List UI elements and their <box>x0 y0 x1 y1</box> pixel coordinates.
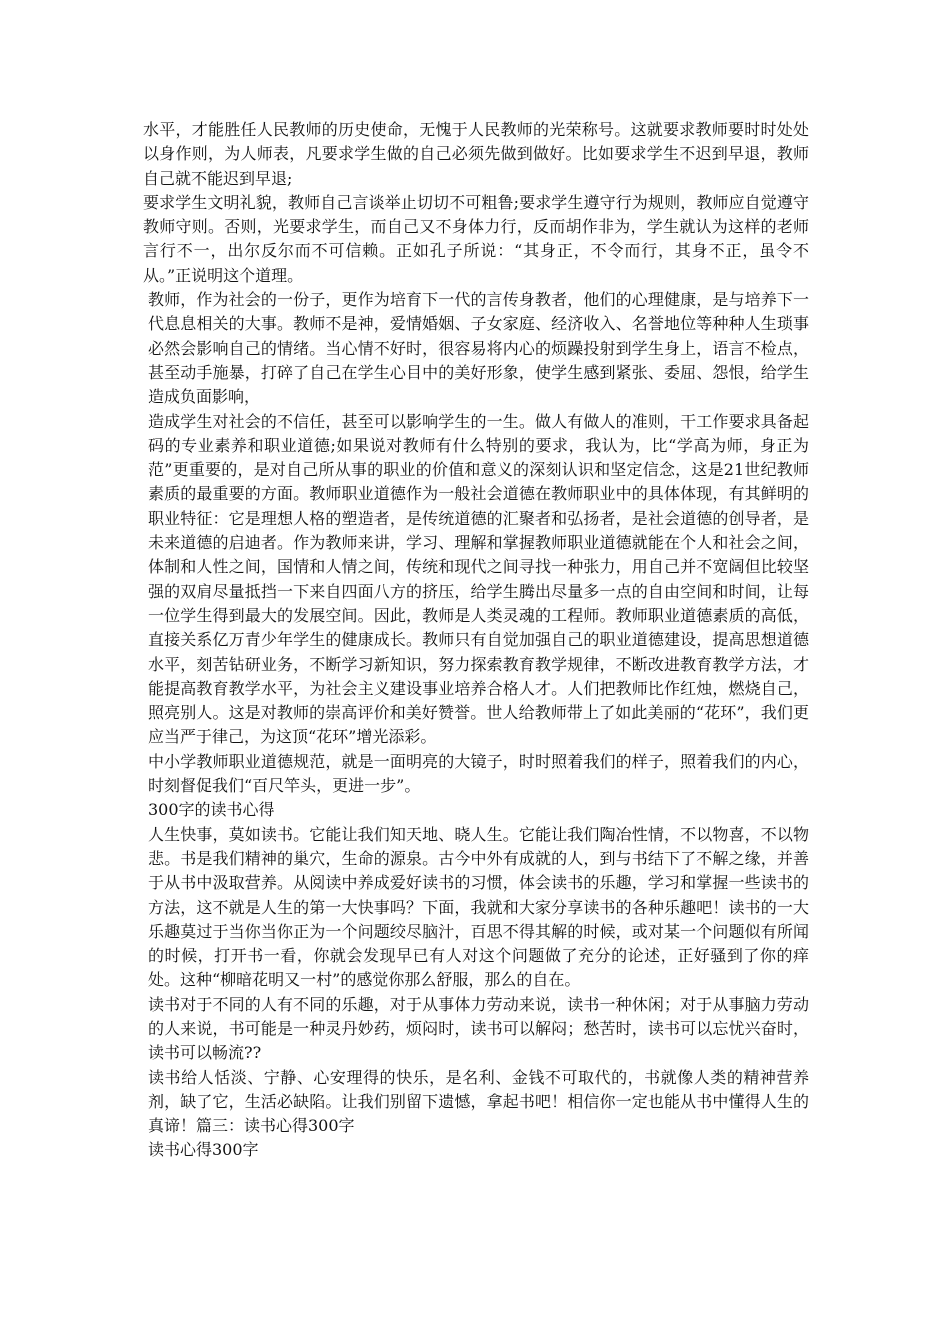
section-heading: 300字的读书心得 <box>148 800 275 820</box>
section-heading-2: 读书心得300字 <box>148 1140 259 1160</box>
paragraph-4: 造成学生对社会的不信任，甚至可以影响学生的一生。做人有做人的准则，干工作要求具备起码的专业素养和职业道德;如果说对教师有什么特别的要求，我认为，比“学高为师，身正为范”更重要的，是对自己所从事的职业的价值和意义的深刻认识和坚定信念，这是21世纪教师素质的最重要的方面。教师职业道德作为一般社会道德在教师职业中的具体体现，有其鲜明的职业特征：它是理想人格的塑造者，是传统道德的汇聚者和弘扬者，是社会道德的创导者，是未来道德的启迪者。作为教师来讲，学习、理解和掌握教师职业道德就能在个人和社会之间，体制和人性之间，国情和人情之间，传统和现代之间寻找一种张力，用自己并不宽阔但比较坚强的双肩尽量抵挡一下来自四面八方的挤压，给学生腾出尽量多一点的自由空间和时间，让每一位学生得到最大的发展空间。因此，教师是人类灵魂的工程师。教师职业道德素质的高低，直接关系亿万青少年学生的健康成长。教师只有自觉加强自己的职业道德建设，提高思想道德水平，刻苦钻研业务，不断学习新知识，努力探索教育教学规律，不断改进教育教学方法，才能提高教育教学水平，为社会主义建设事业培养合格人才。人们把教师比作红烛，燃烧自己，照亮别人。这是对教师的崇高评价和美好赞誉。世人给教师带上了如此美丽的“花环”，我们更应当严于律己，为这顶“花环”增光添彩。 <box>148 411 809 747</box>
paragraph-7: 读书对于不同的人有不同的乐趣，对于从事体力劳动来说，读书一种休闲；对于从事脑力劳动的人来说，书可能是一种灵丹妙药，烦闷时，读书可以解闷；愁苦时，读书可以忘忧兴奋时，读书可以畅流?? <box>148 994 809 1063</box>
paragraph-1: 水平，才能胜任人民教师的历史使命，无愧于人民教师的光荣称号。这就要求教师要时时处处以身作则，为人师表，凡要求学生做的自己必须先做到做好。比如要求学生不迟到早退，教师自己就不能迟到早退; <box>143 120 809 188</box>
paragraph-8: 读书给人恬淡、宁静、心安理得的快乐，是名利、金钱不可取代的，书就像人类的精神营养剂，缺了它，生活必缺陷。让我们别留下遗憾，拿起书吧！相信你一定也能从书中懂得人生的真谛！篇三：读书心得300字 <box>148 1067 809 1136</box>
paragraph-3: 教师，作为社会的一份子，更作为培育下一代的言传身教者，他们的心理健康，是与培养下一代息息相关的大事。教师不是神，爱情婚姻、子女家庭、经济收入、名誉地位等种种人生琐事必然会影响自己的情绪。当心情不好时，很容易将内心的烦躁投射到学生身上，语言不检点，甚至动手施暴，打碎了自己在学生心目中的美好形象，使学生感到紧张、委屈、怨恨，给学生造成负面影响， <box>148 290 809 407</box>
paragraph-6: 人生快事，莫如读书。它能让我们知天地、晓人生。它能让我们陶冶性情，不以物喜，不以物悲。书是我们精神的巢穴，生命的源泉。古今中外有成就的人，到与书结下了不解之缘，并善于从书中汲取营养。从阅读中养成爱好读书的习惯，体会读书的乐趣，学习和掌握一些读书的方法，这不就是人生的第一大快事吗？下面，我就和大家分享读书的各种乐趣吧！读书的一大乐趣莫过于当你当你正为一个问题绞尽脑汁，百思不得其解的时候，或对某一个问题似有所闻的时候，打开书一看，你就会发现早已有人对这个问题做了充分的论述，正好骚到了你的痒处。这种“柳暗花明又一村”的感觉你那么舒服，那么的自在。 <box>148 824 809 990</box>
document-page <box>143 118 809 1163</box>
paragraph-5: 中小学教师职业道德规范，就是一面明亮的大镜子，时时照着我们的样子，照着我们的内心，时刻督促我们“百尺竿头，更进一步”。 <box>148 751 809 796</box>
paragraph-2: 要求学生文明礼貌，教师自己言谈举止切切不可粗鲁;要求学生遵守行为规则，教师应自觉遵守教师守则。否则，光要求学生，而自己又不身体力行，反而胡作非为，学生就认为这样的老师言行不一，出尔反尔而不可信赖。正如孔子所说：“其身正，不令而行，其身不正，虽令不从。”正说明这个道理。 <box>143 192 809 285</box>
